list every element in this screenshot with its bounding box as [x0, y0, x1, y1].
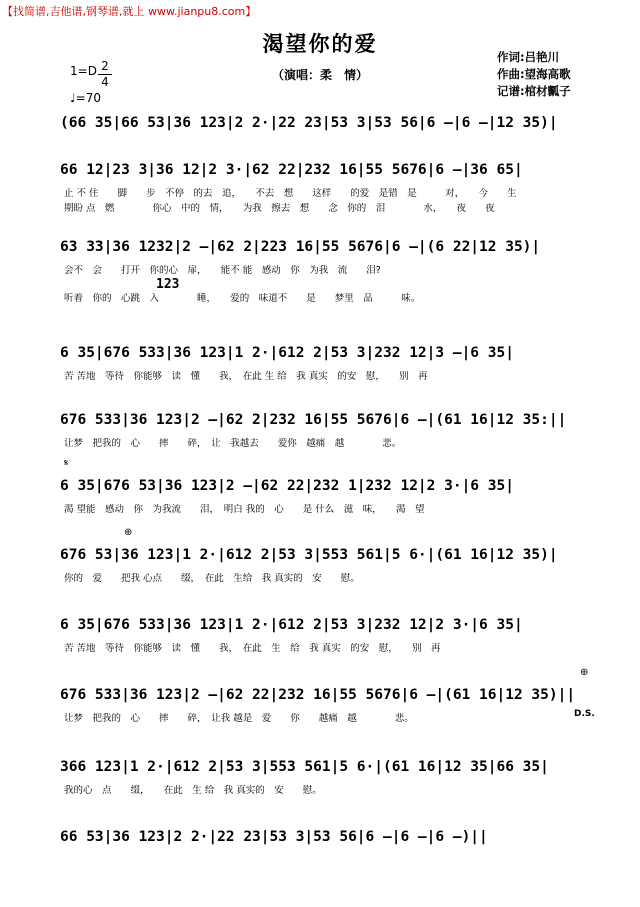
score-row-6 [0, 458, 640, 535]
alt-notes: 123 [156, 277, 180, 292]
notation-line: (66 35|66 53|36 123|2 2·|22 23|53 3|53 56|6 –|6 –|12 35)| [60, 115, 558, 131]
composer-credit: 作曲:望海高歌 [497, 67, 571, 81]
segno-icon: 𝄋 [64, 458, 69, 469]
lyric-line-1: 止 不 住 脚 步 不停 的去 追， 不去 想 这样 的爱 是错 是 对， 今 生 [64, 188, 517, 199]
score-row-7 [0, 527, 640, 604]
score-row-4 [0, 338, 640, 402]
time-signature-top: 2 [101, 59, 109, 73]
score-row-11 [0, 822, 640, 886]
credits-block [497, 49, 571, 100]
lyric-line-2: 期盼 点 燃 你心 中的 情， 为我 擦去 想 念 你的 泪 水， 夜 夜 [64, 203, 495, 214]
tempo-mark: ♩=70 [70, 91, 101, 105]
lyric-line-1: 苦 苦地 等待 你能够 读 懂 我， 在此 生 给 我 真实 的安 慰， 别 再 [64, 643, 441, 654]
transcriber-credit: 记谱:棺材瓤子 [497, 84, 571, 98]
coda-icon: ⊕ [124, 527, 133, 538]
notation-line: 66 12|23 3|36 12|2 3·|62 22|232 16|55 5676|6 –|36 65| [60, 162, 523, 178]
lyric-line-1: 渴 望能 感动 你 为我流 泪， 明白 我的 心 是 什么 滋 味， 渴 望 [64, 504, 425, 515]
site-banner: 【找简谱,吉他谱,钢琴谱,就上 www.jianpu8.com】 [2, 5, 257, 18]
lyric-line-1: 让梦 把我的 心 摔 碎， 让 我越去 爱你 越痛 越 悲。 [64, 438, 402, 449]
lyricist-credit: 作词:吕艳川 [497, 50, 560, 64]
coda-icon-end: ⊕ [580, 667, 589, 678]
score-row-10 [0, 752, 640, 816]
notation-line: 6 35|676 53|36 123|2 –|62 22|232 1|232 12|2 3·|6 35| [60, 478, 514, 494]
notation-line: 676 53|36 123|1 2·|612 2|53 3|553 561|5 6·|(61 16|12 35)| [60, 547, 558, 563]
lyric-line-1: 让梦 把我的 心 摔 碎， 让我 越是 爱 你 越痛 越 悲。 [64, 713, 414, 724]
score-row-5 [0, 405, 640, 469]
song-title: 渴望你的爱 [262, 32, 378, 56]
notation-line: 66 53|36 123|2 2·|22 23|53 3|53 56|6 –|6 –|6 –)|| [60, 829, 488, 845]
notation-line [60, 260, 590, 290]
lyric-line-1: 听着 你的 心跳 入 睡， 爱的 味道不 是 梦里 品 味。 [64, 293, 421, 304]
time-signature-bottom: 4 [101, 75, 109, 89]
notation-line: 6 35|676 533|36 123|1 2·|612 2|53 3|232 12|3 –|6 35| [60, 345, 514, 361]
notation-line: 6 35|676 533|36 123|1 2·|612 2|53 3|232 12|2 3·|6 35| [60, 617, 523, 633]
score-row-2 [0, 155, 640, 219]
score-row-9 [0, 667, 640, 744]
dal-segno-mark: D.S. [574, 709, 595, 719]
notation-line: 676 533|36 123|2 –|62 2|232 16|55 5676|6 –|(61 16|12 35:|| [60, 412, 567, 428]
singer-line: （演唱：柔 情） [271, 68, 368, 82]
time-signature [98, 60, 112, 89]
notation-line: 63 33|36 1232|2 –|62 2|223 16|55 5676|6 –|(6 22|12 35)| [60, 239, 541, 255]
lyric-line-1: 我的心 点 缀， 在此 生 给 我 真实的 安 慰。 [64, 785, 322, 796]
notation-line: 676 533|36 123|2 –|62 22|232 16|55 5676|6 –|(61 16|12 35)|| [60, 687, 576, 703]
lyric-line-1: 会不 会 打开 你的心 扉， 能不 能 感动 你 为我 流 泪? [64, 265, 381, 276]
lyric-line-1: 你的 爱 把我 心点 缀， 在此 生给 我 真实的 安 慰。 [64, 573, 360, 584]
key-signature: 1=D [70, 64, 97, 78]
score-row-8 [0, 610, 640, 674]
notation-line: 366 123|1 2·|612 2|53 3|553 561|5 6·|(61 16|12 35|66 35| [60, 759, 549, 775]
score-row-3b [0, 260, 640, 324]
lyric-line-1: 苦 苦地 等待 你能够 读 懂 我， 在此 生 给 我 真实 的安 慰， 别 再 [64, 371, 428, 382]
